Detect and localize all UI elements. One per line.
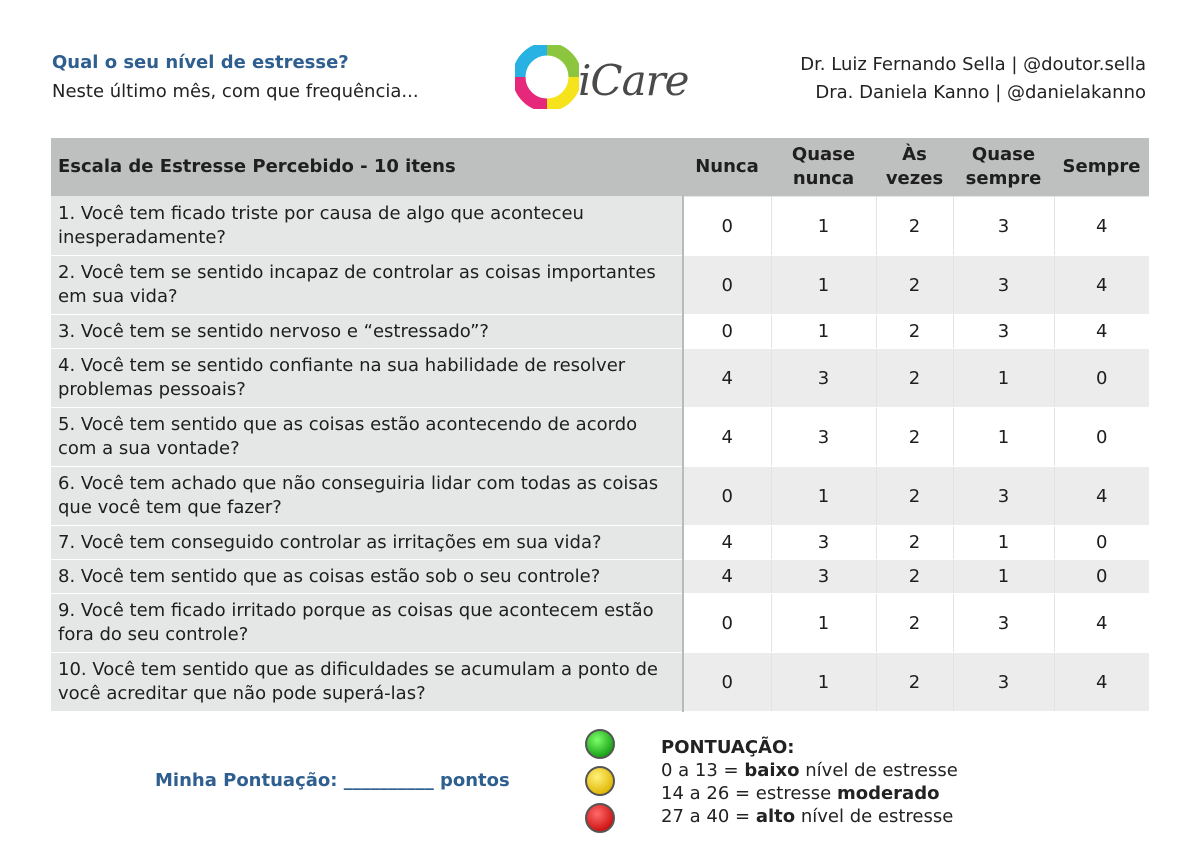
question-title: Qual o seu nível de estresse? (52, 52, 349, 73)
red-light-icon (586, 804, 614, 832)
legend-low: 0 a 13 = baixo nível de estresse (661, 760, 958, 781)
score-cell: 0 (683, 256, 771, 315)
score-cell: 3 (953, 256, 1054, 315)
legend-moderate: 14 a 26 = estresse moderado (661, 783, 940, 804)
green-light-icon (586, 730, 614, 758)
score-cell: 0 (1054, 408, 1149, 467)
score-legend (661, 736, 958, 828)
score-cell: 3 (771, 526, 876, 560)
score-cell: 2 (876, 197, 953, 256)
question-text: 9. Você tem ficado irritado porque as coisas que acontecem estão fora do seu controle? (51, 594, 683, 653)
stress-scale-table (51, 138, 1149, 712)
score-cell: 1 (771, 653, 876, 712)
question-text: 7. Você tem conseguido controlar as irritações em sua vida? (51, 526, 683, 560)
legend-title: PONTUAÇÃO: (661, 737, 795, 758)
score-cell: 1 (953, 526, 1054, 560)
score-cell: 0 (1054, 526, 1149, 560)
score-cell: 1 (953, 560, 1054, 594)
score-cell: 3 (771, 560, 876, 594)
table-row (51, 560, 1149, 594)
legend-high: 27 a 40 = alto nível de estresse (661, 806, 954, 827)
score-cell: 0 (683, 315, 771, 349)
score-cell: 4 (1054, 197, 1149, 256)
score-cell: 2 (876, 467, 953, 526)
score-cell: 3 (953, 594, 1054, 653)
table-row (51, 594, 1149, 653)
table-row (51, 467, 1149, 526)
table-row (51, 526, 1149, 560)
score-cell: 2 (876, 560, 953, 594)
table-header-row (51, 138, 1149, 197)
score-cell: 1 (953, 349, 1054, 408)
yellow-light-icon (586, 767, 614, 795)
score-cell: 4 (1054, 653, 1149, 712)
score-cell: 3 (953, 197, 1054, 256)
score-cell: 3 (953, 467, 1054, 526)
table-row (51, 408, 1149, 467)
score-cell: 2 (876, 526, 953, 560)
question-text: 5. Você tem sentido que as coisas estão acontecendo de acordo com a sua vontade? (51, 408, 683, 467)
logo-text: iCare (578, 56, 689, 105)
table-row (51, 197, 1149, 256)
score-cell: 4 (1054, 315, 1149, 349)
question-text: 6. Você tem achado que não conseguiria lidar com todas as coisas que você tem que fazer? (51, 467, 683, 526)
logo-ring-icon (515, 45, 579, 109)
score-cell: 4 (683, 349, 771, 408)
score-cell: 3 (953, 315, 1054, 349)
header-scale: Escala de Estresse Percebido - 10 itens (51, 138, 683, 197)
score-cell: 4 (683, 560, 771, 594)
author-2: Dra. Daniela Kanno | @danielakanno (815, 82, 1146, 103)
table-row (51, 315, 1149, 349)
score-cell: 4 (1054, 467, 1149, 526)
score-cell: 4 (683, 526, 771, 560)
score-cell: 2 (876, 349, 953, 408)
score-cell: 3 (953, 653, 1054, 712)
score-cell: 1 (771, 315, 876, 349)
header-nunca: Nunca (683, 138, 771, 197)
header-as-vezes: Às vezes (876, 138, 953, 197)
score-cell: 2 (876, 408, 953, 467)
my-score-line: Minha Pontuação: __________ pontos (155, 770, 510, 791)
score-cell: 4 (1054, 256, 1149, 315)
traffic-lights (582, 728, 618, 838)
authors (800, 51, 1146, 107)
score-cell: 2 (876, 256, 953, 315)
score-cell: 0 (683, 653, 771, 712)
header-quase-nunca: Quase nunca (771, 138, 876, 197)
score-cell: 1 (771, 256, 876, 315)
question-text: 2. Você tem se sentido incapaz de controlar as coisas importantes em sua vida? (51, 256, 683, 315)
question-text: 4. Você tem se sentido confiante na sua habilidade de resolver problemas pessoais? (51, 349, 683, 408)
score-cell: 1 (771, 594, 876, 653)
score-cell: 0 (683, 594, 771, 653)
score-cell: 1 (771, 197, 876, 256)
score-cell: 2 (876, 653, 953, 712)
score-cell: 2 (876, 594, 953, 653)
score-cell: 2 (876, 315, 953, 349)
score-cell: 3 (771, 408, 876, 467)
question-text: 1. Você tem ficado triste por causa de algo que aconteceu inesperadamente? (51, 197, 683, 256)
score-cell: 3 (771, 349, 876, 408)
author-1: Dr. Luiz Fernando Sella | @doutor.sella (800, 54, 1146, 75)
score-cell: 0 (683, 197, 771, 256)
score-cell: 1 (953, 408, 1054, 467)
question-text: 3. Você tem se sentido nervoso e “estressado”? (51, 315, 683, 349)
score-cell: 0 (1054, 349, 1149, 408)
question-text: 10. Você tem sentido que as dificuldades se acumulam a ponto de você acreditar que não pode superá-las? (51, 653, 683, 712)
question-subtitle: Neste último mês, com que frequência... (52, 81, 419, 102)
score-cell: 1 (771, 467, 876, 526)
header-quase-sempre: Quase sempre (953, 138, 1054, 197)
question-text: 8. Você tem sentido que as coisas estão sob o seu controle? (51, 560, 683, 594)
score-cell: 4 (1054, 594, 1149, 653)
score-cell: 4 (683, 408, 771, 467)
table-row (51, 653, 1149, 712)
score-cell: 0 (1054, 560, 1149, 594)
score-cell: 0 (683, 467, 771, 526)
table-row (51, 256, 1149, 315)
header-sempre: Sempre (1054, 138, 1149, 197)
table-row (51, 349, 1149, 408)
